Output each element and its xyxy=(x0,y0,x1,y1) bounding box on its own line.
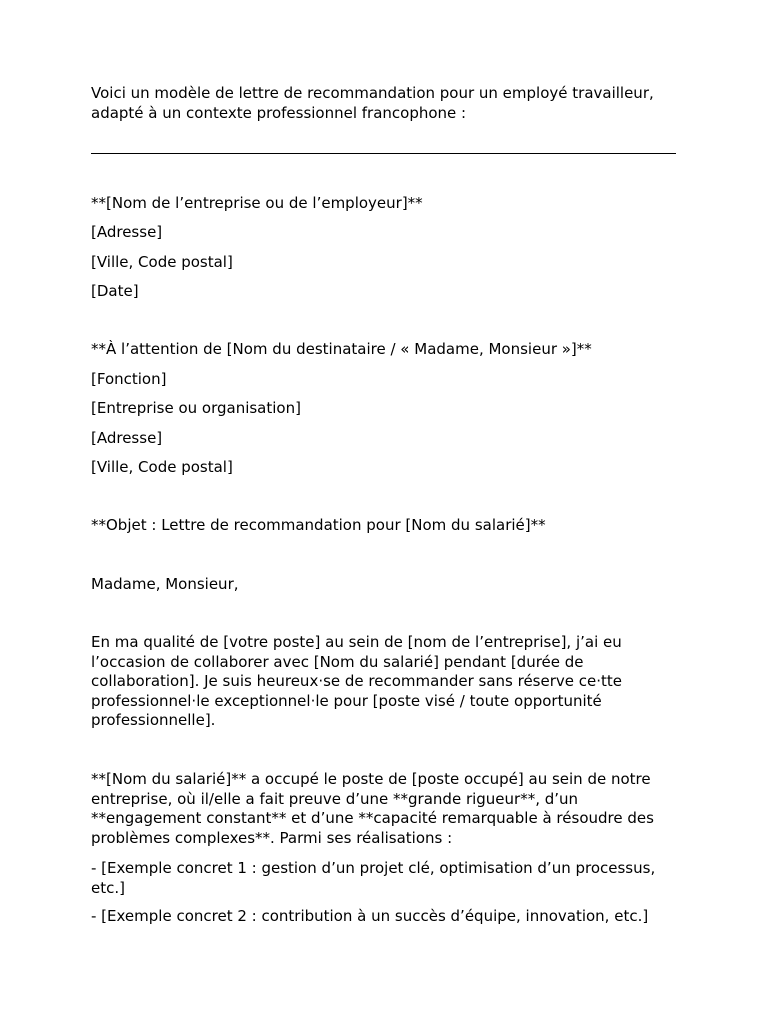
body-paragraph-2: **[Nom du salarié]** a occupé le poste de [poste occupé] au sein de notre entreprise, où il/elle a fait preuve d’une **grande rigueur**, d’un **engagement constant** et d’une **capacité remarquable à résoudre des problèmes complexes**. Parmi ses réalisations : xyxy=(91,770,654,847)
letter-salutation: Madame, Monsieur, xyxy=(91,575,239,593)
sender-city: [Ville, Code postal] xyxy=(91,253,233,271)
recipient-address: [Adresse] xyxy=(91,429,163,447)
intro-text: Voici un modèle de lettre de recommandation pour un employé travailleur, adapté à un contexte professionnel francophone : xyxy=(91,84,654,122)
example-item-1: - [Exemple concret 1 : gestion d’un projet clé, optimisation d’un processus, etc.] xyxy=(91,859,656,897)
recipient-city: [Ville, Code postal] xyxy=(91,458,233,476)
recipient-role: [Fonction] xyxy=(91,370,167,388)
sender-company: **[Nom de l’entreprise ou de l’employeur]** xyxy=(91,194,423,212)
recipient-attention: **À l’attention de [Nom du destinataire / « Madame, Monsieur »]** xyxy=(91,340,592,358)
recipient-organization: [Entreprise ou organisation] xyxy=(91,399,301,417)
letter-subject: **Objet : Lettre de recommandation pour [Nom du salarié]** xyxy=(91,516,546,534)
sender-address: [Adresse] xyxy=(91,223,163,241)
sender-date: [Date] xyxy=(91,282,139,300)
horizontal-rule xyxy=(91,153,676,154)
example-item-2: - [Exemple concret 2 : contribution à un succès d’équipe, innovation, etc.] xyxy=(91,907,649,925)
body-paragraph-1: En ma qualité de [votre poste] au sein de [nom de l’entreprise], j’ai eu l’occasion de collaborer avec [Nom du salarié] pendant [durée de collaboration]. Je suis heureux·se de recommander sans réserve ce·tte professionnel·le exceptionnel·le pour [poste visé / toute opportunité professionnelle]. xyxy=(91,633,622,729)
